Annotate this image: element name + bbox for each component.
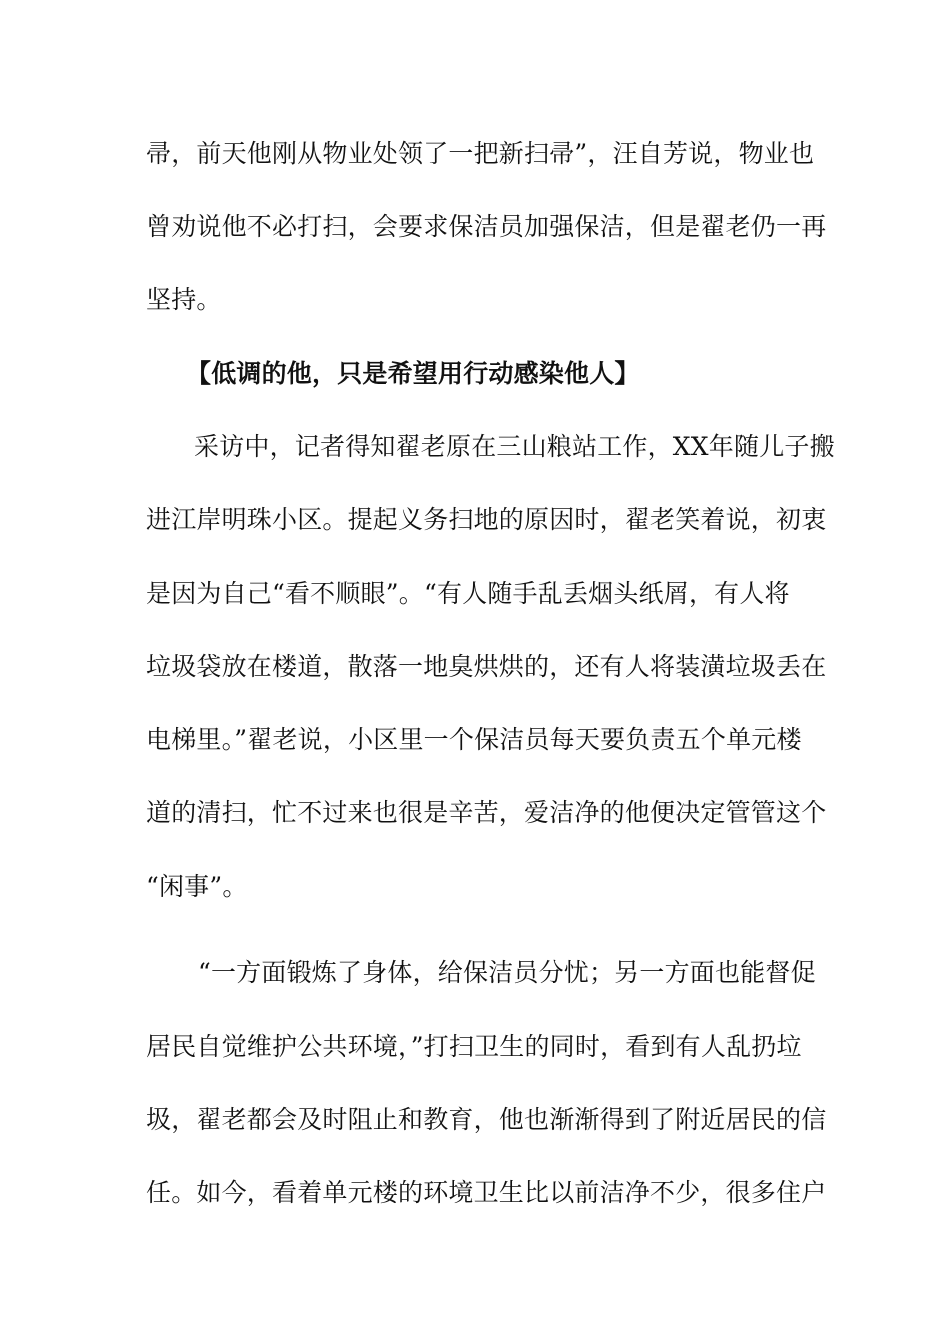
text-line: 进江岸明珠小区。提起义务扫地的原因时，翟老笑着说，初衷 bbox=[146, 505, 827, 534]
text-line: 电梯里。”翟老说，小区里一个保洁员每天要负责五个单元楼 bbox=[146, 725, 802, 754]
text-line: 曾劝说他不必打扫，会要求保洁员加强保洁，但是翟老仍一再 bbox=[146, 212, 827, 241]
text-line: 坚持。 bbox=[146, 285, 222, 314]
text-line: 帚，前天他刚从物业处领了一把新扫帚”，汪自芳说，物业也 bbox=[146, 139, 815, 168]
text-line: 道的清扫，忙不过来也很是辛苦，爱洁净的他便决定管管这个 bbox=[146, 798, 827, 827]
paragraph-first-line: “一方面锻炼了身体，给保洁员分忧；另一方面也能督促 bbox=[198, 958, 816, 987]
text-line: 居民自觉维护公共环境，”打扫卫生的同时，看到有人乱扔垃 bbox=[146, 1032, 802, 1061]
section-heading: 【低调的他，只是希望用行动感染他人】 bbox=[186, 359, 640, 388]
text-line: 任。如今，看着单元楼的环境卫生比以前洁净不少，很多住户 bbox=[146, 1178, 827, 1207]
paragraph-first-line: 采访中，记者得知翟老原在三山粮站工作，XX年随儿子搬 bbox=[194, 432, 835, 461]
text-line: 是因为自己“看不顺眼”。“有人随手乱丢烟头纸屑，有人将 bbox=[146, 579, 790, 608]
text-line: “闲事”。 bbox=[146, 872, 248, 901]
text-line: 垃圾袋放在楼道，散落一地臭烘烘的，还有人将装潢垃圾丢在 bbox=[146, 652, 827, 681]
text-line: 圾，翟老都会及时阻止和教育，他也渐渐得到了附近居民的信 bbox=[146, 1105, 827, 1134]
